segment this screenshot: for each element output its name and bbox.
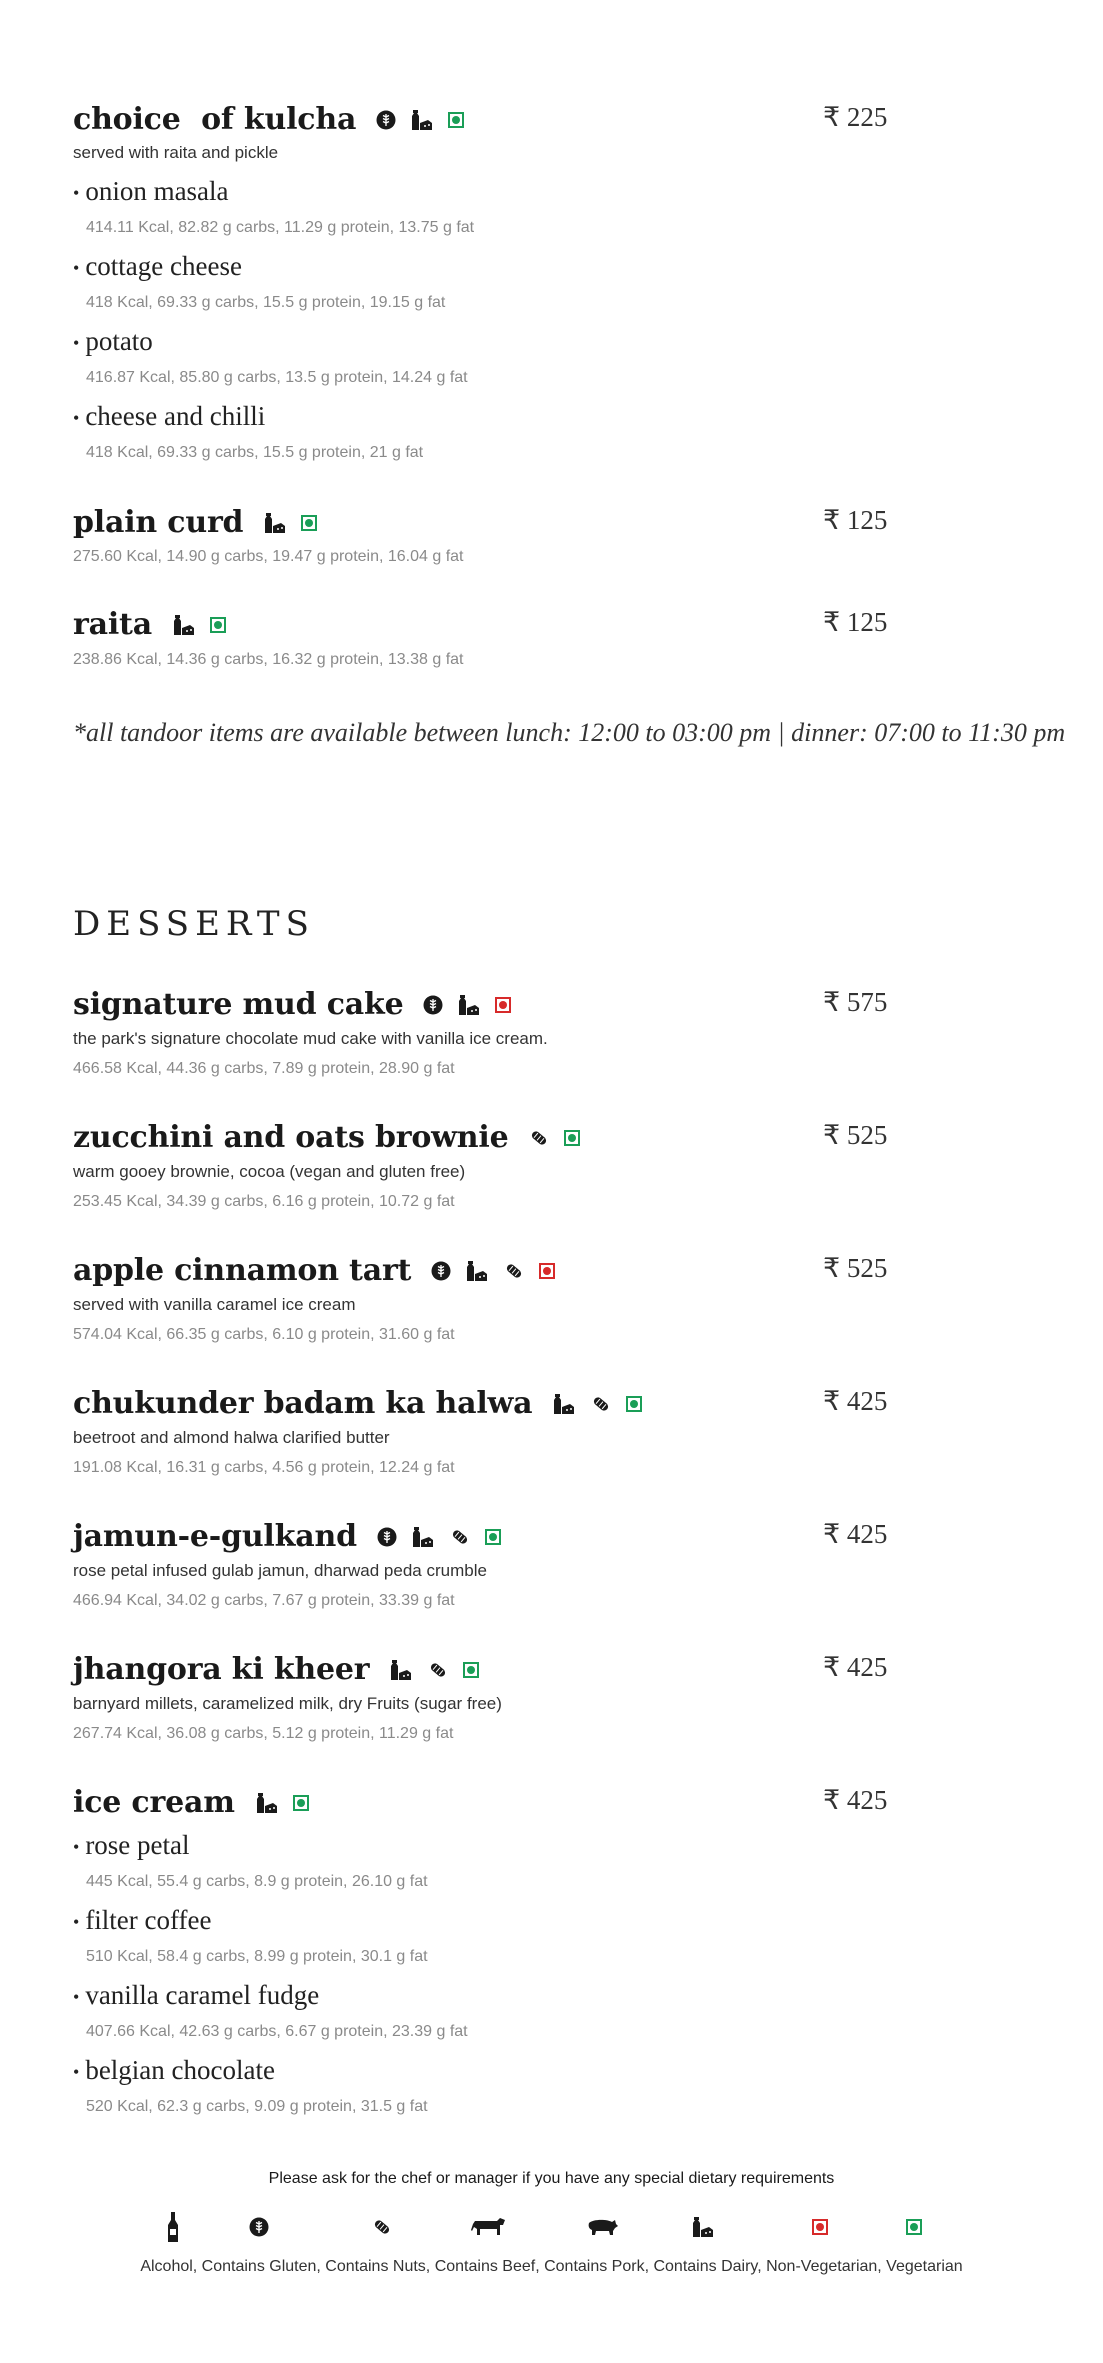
- sub-item-nutrition: 407.66 Kcal, 42.63 g carbs, 6.67 g protein, 23.39 g fat: [86, 2023, 468, 2040]
- item-description: the park's signature chocolate mud cake with vanilla ice cream.: [73, 1029, 548, 1048]
- sub-item-nutrition: 418 Kcal, 69.33 g carbs, 15.5 g protein, 21 g fat: [86, 444, 424, 461]
- item-nutrition: 191.08 Kcal, 16.31 g carbs, 4.56 g protein, 12.24 g fat: [73, 1459, 455, 1476]
- dairy-icon: [172, 613, 196, 637]
- beef-icon: [468, 2212, 508, 2242]
- item-price: ₹ 525: [823, 1120, 888, 1150]
- gluten-icon: [423, 995, 443, 1015]
- sub-item-title: • potato: [73, 326, 153, 356]
- gluten-icon: [431, 1261, 451, 1281]
- dairy-icon: [263, 511, 287, 535]
- item-description: beetroot and almond halwa clarified butter: [73, 1428, 390, 1447]
- item-nutrition: 466.58 Kcal, 44.36 g carbs, 7.89 g protein, 28.90 g fat: [73, 1060, 455, 1077]
- legend-icons: [0, 2212, 1103, 2248]
- item-description: warm gooey brownie, cocoa (vegan and gluten free): [73, 1162, 466, 1181]
- vegetarian-icon: [904, 2212, 924, 2242]
- non-vegetarian-icon: [539, 1263, 555, 1279]
- item-nutrition: 466.94 Kcal, 34.02 g carbs, 7.67 g protein, 33.39 g fat: [73, 1592, 455, 1609]
- non-vegetarian-icon: [495, 997, 511, 1013]
- sub-item-nutrition: 418 Kcal, 69.33 g carbs, 15.5 g protein, 19.15 g fat: [86, 294, 446, 311]
- item-nutrition: 267.74 Kcal, 36.08 g carbs, 5.12 g protein, 11.29 g fat: [73, 1725, 454, 1742]
- vegetarian-icon: [210, 617, 226, 633]
- vegetarian-icon: [448, 112, 464, 128]
- vegetarian-icon: [301, 515, 317, 531]
- vegetarian-icon: [463, 1662, 479, 1678]
- dairy-icon: [552, 1392, 576, 1416]
- menu-item-halwa: [73, 1384, 943, 1428]
- dairy-icon: [690, 2212, 716, 2242]
- nuts-icon: [370, 2212, 394, 2242]
- menu-item-mud-cake: [73, 985, 943, 1029]
- item-nutrition: 253.45 Kcal, 34.39 g carbs, 6.16 g protein, 10.72 g fat: [73, 1193, 455, 1210]
- tandoor-timing-note: *all tandoor items are available between lunch: 12:00 to 03:00 pm | dinner: 07:00 to 11:30 pm: [73, 718, 1066, 747]
- nuts-icon: [503, 1260, 525, 1282]
- sub-item-title: • rose petal: [73, 1830, 190, 1860]
- menu-item-kulcha: [73, 100, 943, 144]
- item-price: ₹ 425: [823, 1652, 888, 1682]
- non-vegetarian-icon: [810, 2212, 830, 2242]
- item-price: ₹ 425: [823, 1519, 888, 1549]
- item-title: signature mud cake: [73, 987, 404, 1022]
- item-description: served with raita and pickle: [73, 143, 279, 162]
- menu-item-ice-cream: [73, 1783, 943, 1827]
- item-nutrition: 275.60 Kcal, 14.90 g carbs, 19.47 g protein, 16.04 g fat: [73, 548, 464, 565]
- dietary-requirements-note: Please ask for the chef or manager if you have any special dietary requirements: [268, 2170, 835, 2187]
- sub-item-nutrition: 416.87 Kcal, 85.80 g carbs, 13.5 g protein, 14.24 g fat: [86, 369, 468, 386]
- sub-item-nutrition: 520 Kcal, 62.3 g carbs, 9.09 g protein, 31.5 g fat: [86, 2098, 428, 2115]
- item-title: choice of kulcha: [73, 102, 357, 137]
- section-title-desserts: DESSERTS: [73, 904, 315, 944]
- dairy-icon: [255, 1791, 279, 1815]
- item-description: barnyard millets, caramelized milk, dry Fruits (sugar free): [73, 1694, 502, 1713]
- sub-item-nutrition: 510 Kcal, 58.4 g carbs, 8.99 g protein, 30.1 g fat: [86, 1948, 428, 1965]
- nuts-icon: [427, 1659, 449, 1681]
- item-title: jhangora ki kheer: [73, 1652, 370, 1687]
- sub-item-nutrition: 445 Kcal, 55.4 g carbs, 8.9 g protein, 26.10 g fat: [86, 1873, 428, 1890]
- alcohol-icon: [163, 2212, 183, 2242]
- item-title: zucchini and oats brownie: [73, 1120, 509, 1155]
- item-price: ₹ 125: [823, 607, 888, 637]
- item-price: ₹ 425: [823, 1386, 888, 1416]
- vegetarian-icon: [626, 1396, 642, 1412]
- sub-item-title: • onion masala: [73, 176, 229, 206]
- menu-item-raita: [73, 605, 943, 649]
- dairy-icon: [410, 108, 434, 132]
- sub-item-nutrition: 414.11 Kcal, 82.82 g carbs, 11.29 g protein, 13.75 g fat: [86, 219, 475, 236]
- sub-item-title: • vanilla caramel fudge: [73, 1980, 320, 2010]
- nuts-icon: [449, 1526, 471, 1548]
- item-title: raita: [73, 607, 152, 642]
- menu-item-brownie: [73, 1118, 943, 1162]
- legend-text: Alcohol, Contains Gluten, Contains Nuts, Contains Beef, Contains Pork, Contains Dairy, Non-Vegetarian, Vegetarian: [140, 2258, 963, 2275]
- item-title: apple cinnamon tart: [73, 1253, 412, 1288]
- item-description: served with vanilla caramel ice cream: [73, 1295, 356, 1314]
- pork-icon: [584, 2212, 620, 2242]
- item-nutrition: 574.04 Kcal, 66.35 g carbs, 6.10 g protein, 31.60 g fat: [73, 1326, 455, 1343]
- sub-item-title: • cottage cheese: [73, 251, 242, 281]
- dairy-icon: [457, 993, 481, 1017]
- menu-item-gulkand: [73, 1517, 943, 1561]
- item-title: ice cream: [73, 1785, 235, 1820]
- item-title: chukunder badam ka halwa: [73, 1386, 533, 1421]
- item-description: rose petal infused gulab jamun, dharwad peda crumble: [73, 1561, 487, 1580]
- item-price: ₹ 525: [823, 1253, 888, 1283]
- menu-item-kheer: [73, 1650, 943, 1694]
- nuts-icon: [528, 1127, 550, 1149]
- gluten-icon: [376, 110, 396, 130]
- nuts-icon: [590, 1393, 612, 1415]
- item-price: ₹ 575: [823, 987, 888, 1017]
- sub-item-title: • belgian chocolate: [73, 2055, 275, 2085]
- vegetarian-icon: [564, 1130, 580, 1146]
- item-price: ₹ 125: [823, 505, 888, 535]
- item-price: ₹ 225: [823, 102, 888, 132]
- dairy-icon: [411, 1525, 435, 1549]
- sub-item-title: • filter coffee: [73, 1905, 212, 1935]
- item-title: plain curd: [73, 505, 244, 540]
- dairy-icon: [465, 1259, 489, 1283]
- item-title: jamun-e-gulkand: [73, 1519, 357, 1554]
- gluten-icon: [377, 1527, 397, 1547]
- menu-item-plain-curd: [73, 503, 943, 547]
- sub-item-title: • cheese and chilli: [73, 401, 266, 431]
- item-price: ₹ 425: [823, 1785, 888, 1815]
- gluten-icon: [247, 2212, 271, 2242]
- vegetarian-icon: [485, 1529, 501, 1545]
- dairy-icon: [389, 1658, 413, 1682]
- vegetarian-icon: [293, 1795, 309, 1811]
- item-nutrition: 238.86 Kcal, 14.36 g carbs, 16.32 g protein, 13.38 g fat: [73, 651, 464, 668]
- menu-item-tart: [73, 1251, 943, 1295]
